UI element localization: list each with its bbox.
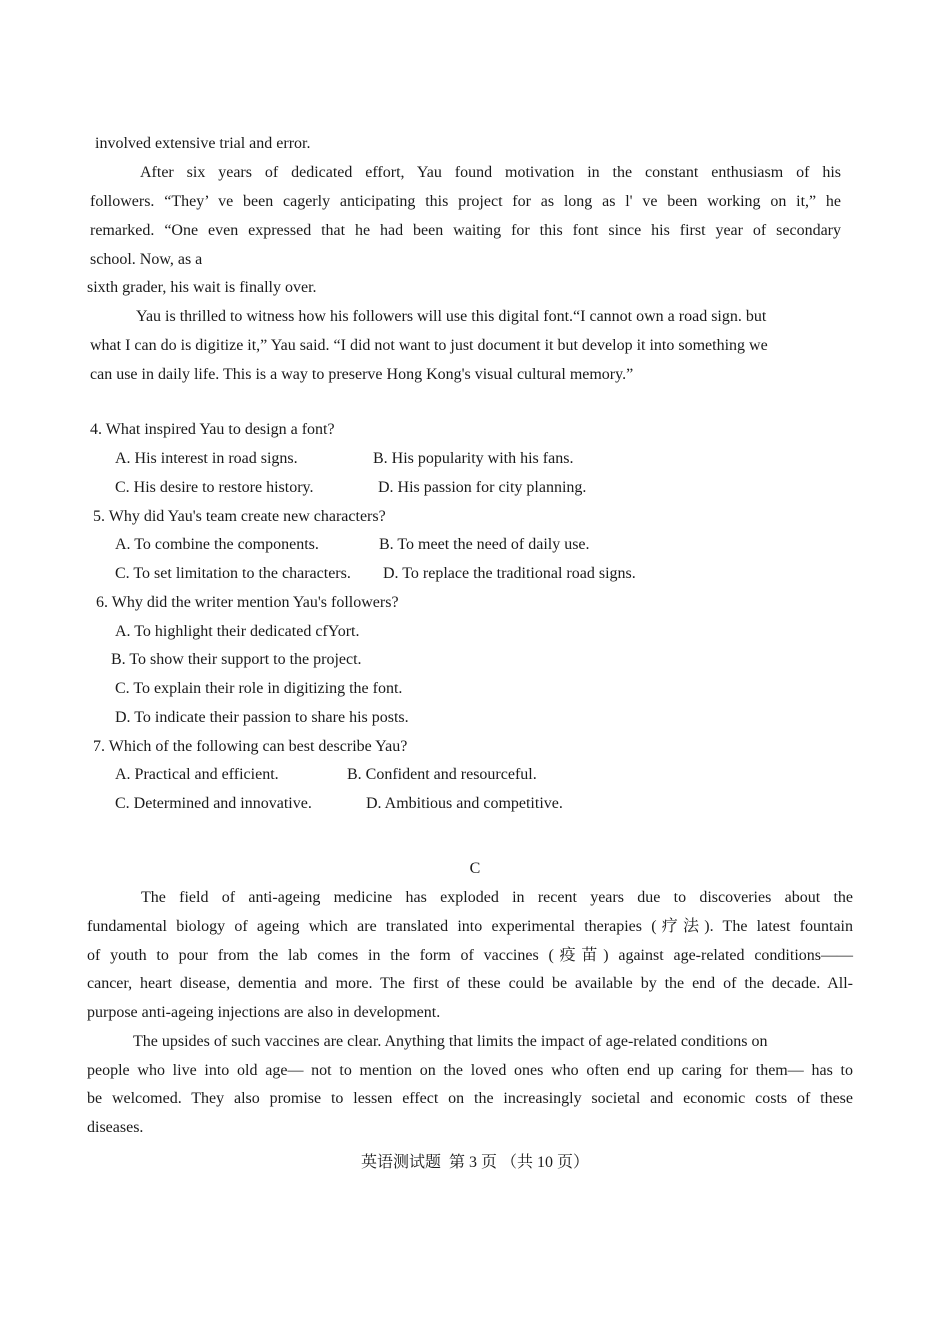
- option-a: A. To combine the components.: [115, 536, 319, 553]
- passage-line: of youth to pour from the lab comes in the form of vaccines (疫苗) against age-related conditions——: [87, 947, 853, 964]
- option-b: B. To meet the need of daily use.: [379, 536, 590, 553]
- option-c: C. Determined and innovative.: [115, 795, 312, 812]
- question-stem: 4. What inspired Yau to design a font?: [90, 421, 335, 438]
- passage-line: Yau is thrilled to witness how his followers will use this digital font.“I cannot own a road sign. but: [136, 308, 767, 325]
- question-stem: 5. Why did Yau's team create new characters?: [93, 508, 386, 525]
- passage-line: involved extensive trial and error.: [95, 135, 311, 152]
- option-d: D. To indicate their passion to share his posts.: [115, 709, 409, 726]
- option-d: D. His passion for city planning.: [378, 479, 587, 496]
- option-c: C. His desire to restore history.: [115, 479, 314, 496]
- passage-line: what I can do is digitize it,” Yau said. “I did not want to just document it but develop it into something we: [90, 337, 768, 354]
- option-c: C. To explain their role in digitizing the font.: [115, 680, 403, 697]
- passage-line: remarked. “One even expressed that he had been waiting for this font since his first year of secondary: [90, 222, 841, 239]
- passage-line: The upsides of such vaccines are clear. Anything that limits the impact of age-related conditions on: [133, 1033, 768, 1050]
- option-a: A. His interest in road signs.: [115, 450, 298, 467]
- option-c: C. To set limitation to the characters.: [115, 565, 351, 582]
- option-d: D. Ambitious and competitive.: [366, 795, 563, 812]
- passage-line: purpose anti-ageing injections are also in development.: [87, 1004, 441, 1021]
- passage-line: The field of anti-ageing medicine has exploded in recent years due to discoveries about the: [141, 889, 853, 906]
- passage-line: cancer, heart disease, dementia and more. The first of these could be available by the end of the decade. All-: [87, 975, 853, 992]
- page-footer: 英语测试题 第 3 页 （共 10 页）: [360, 1154, 589, 1171]
- option-b: B. To show their support to the project.: [111, 651, 362, 668]
- option-a: A. Practical and efficient.: [115, 766, 279, 783]
- passage-line: sixth grader, his wait is finally over.: [87, 279, 317, 296]
- passage-line: be welcomed. They also promise to lessen effect on the increasingly societal and economic costs of these: [87, 1090, 853, 1107]
- passage-line: diseases.: [87, 1119, 144, 1136]
- passage-line: can use in daily life. This is a way to preserve Hong Kong's visual cultural memory.”: [90, 366, 634, 383]
- option-d: D. To replace the traditional road signs.: [383, 565, 636, 582]
- passage-line: After six years of dedicated effort, Yau found motivation in the constant enthusiasm of his: [140, 164, 841, 181]
- option-b: B. His popularity with his fans.: [373, 450, 574, 467]
- passage-line: people who live into old age— not to mention on the loved ones who often end up caring for them— has to: [87, 1062, 853, 1079]
- option-b: B. Confident and resourceful.: [347, 766, 537, 783]
- passage-line: fundamental biology of ageing which are translated into experimental therapies (疗法). The latest fountain: [87, 918, 853, 935]
- passage-line: followers. “They’ ve been cagerly anticipating this project for as long as l' ve been working on it,” he: [90, 193, 841, 210]
- question-stem: 7. Which of the following can best describe Yau?: [93, 738, 408, 755]
- option-a: A. To highlight their dedicated cfYort.: [115, 623, 360, 640]
- passage-line: school. Now, as a: [90, 251, 203, 268]
- section-heading: C: [469, 860, 481, 877]
- question-stem: 6. Why did the writer mention Yau's followers?: [96, 594, 399, 611]
